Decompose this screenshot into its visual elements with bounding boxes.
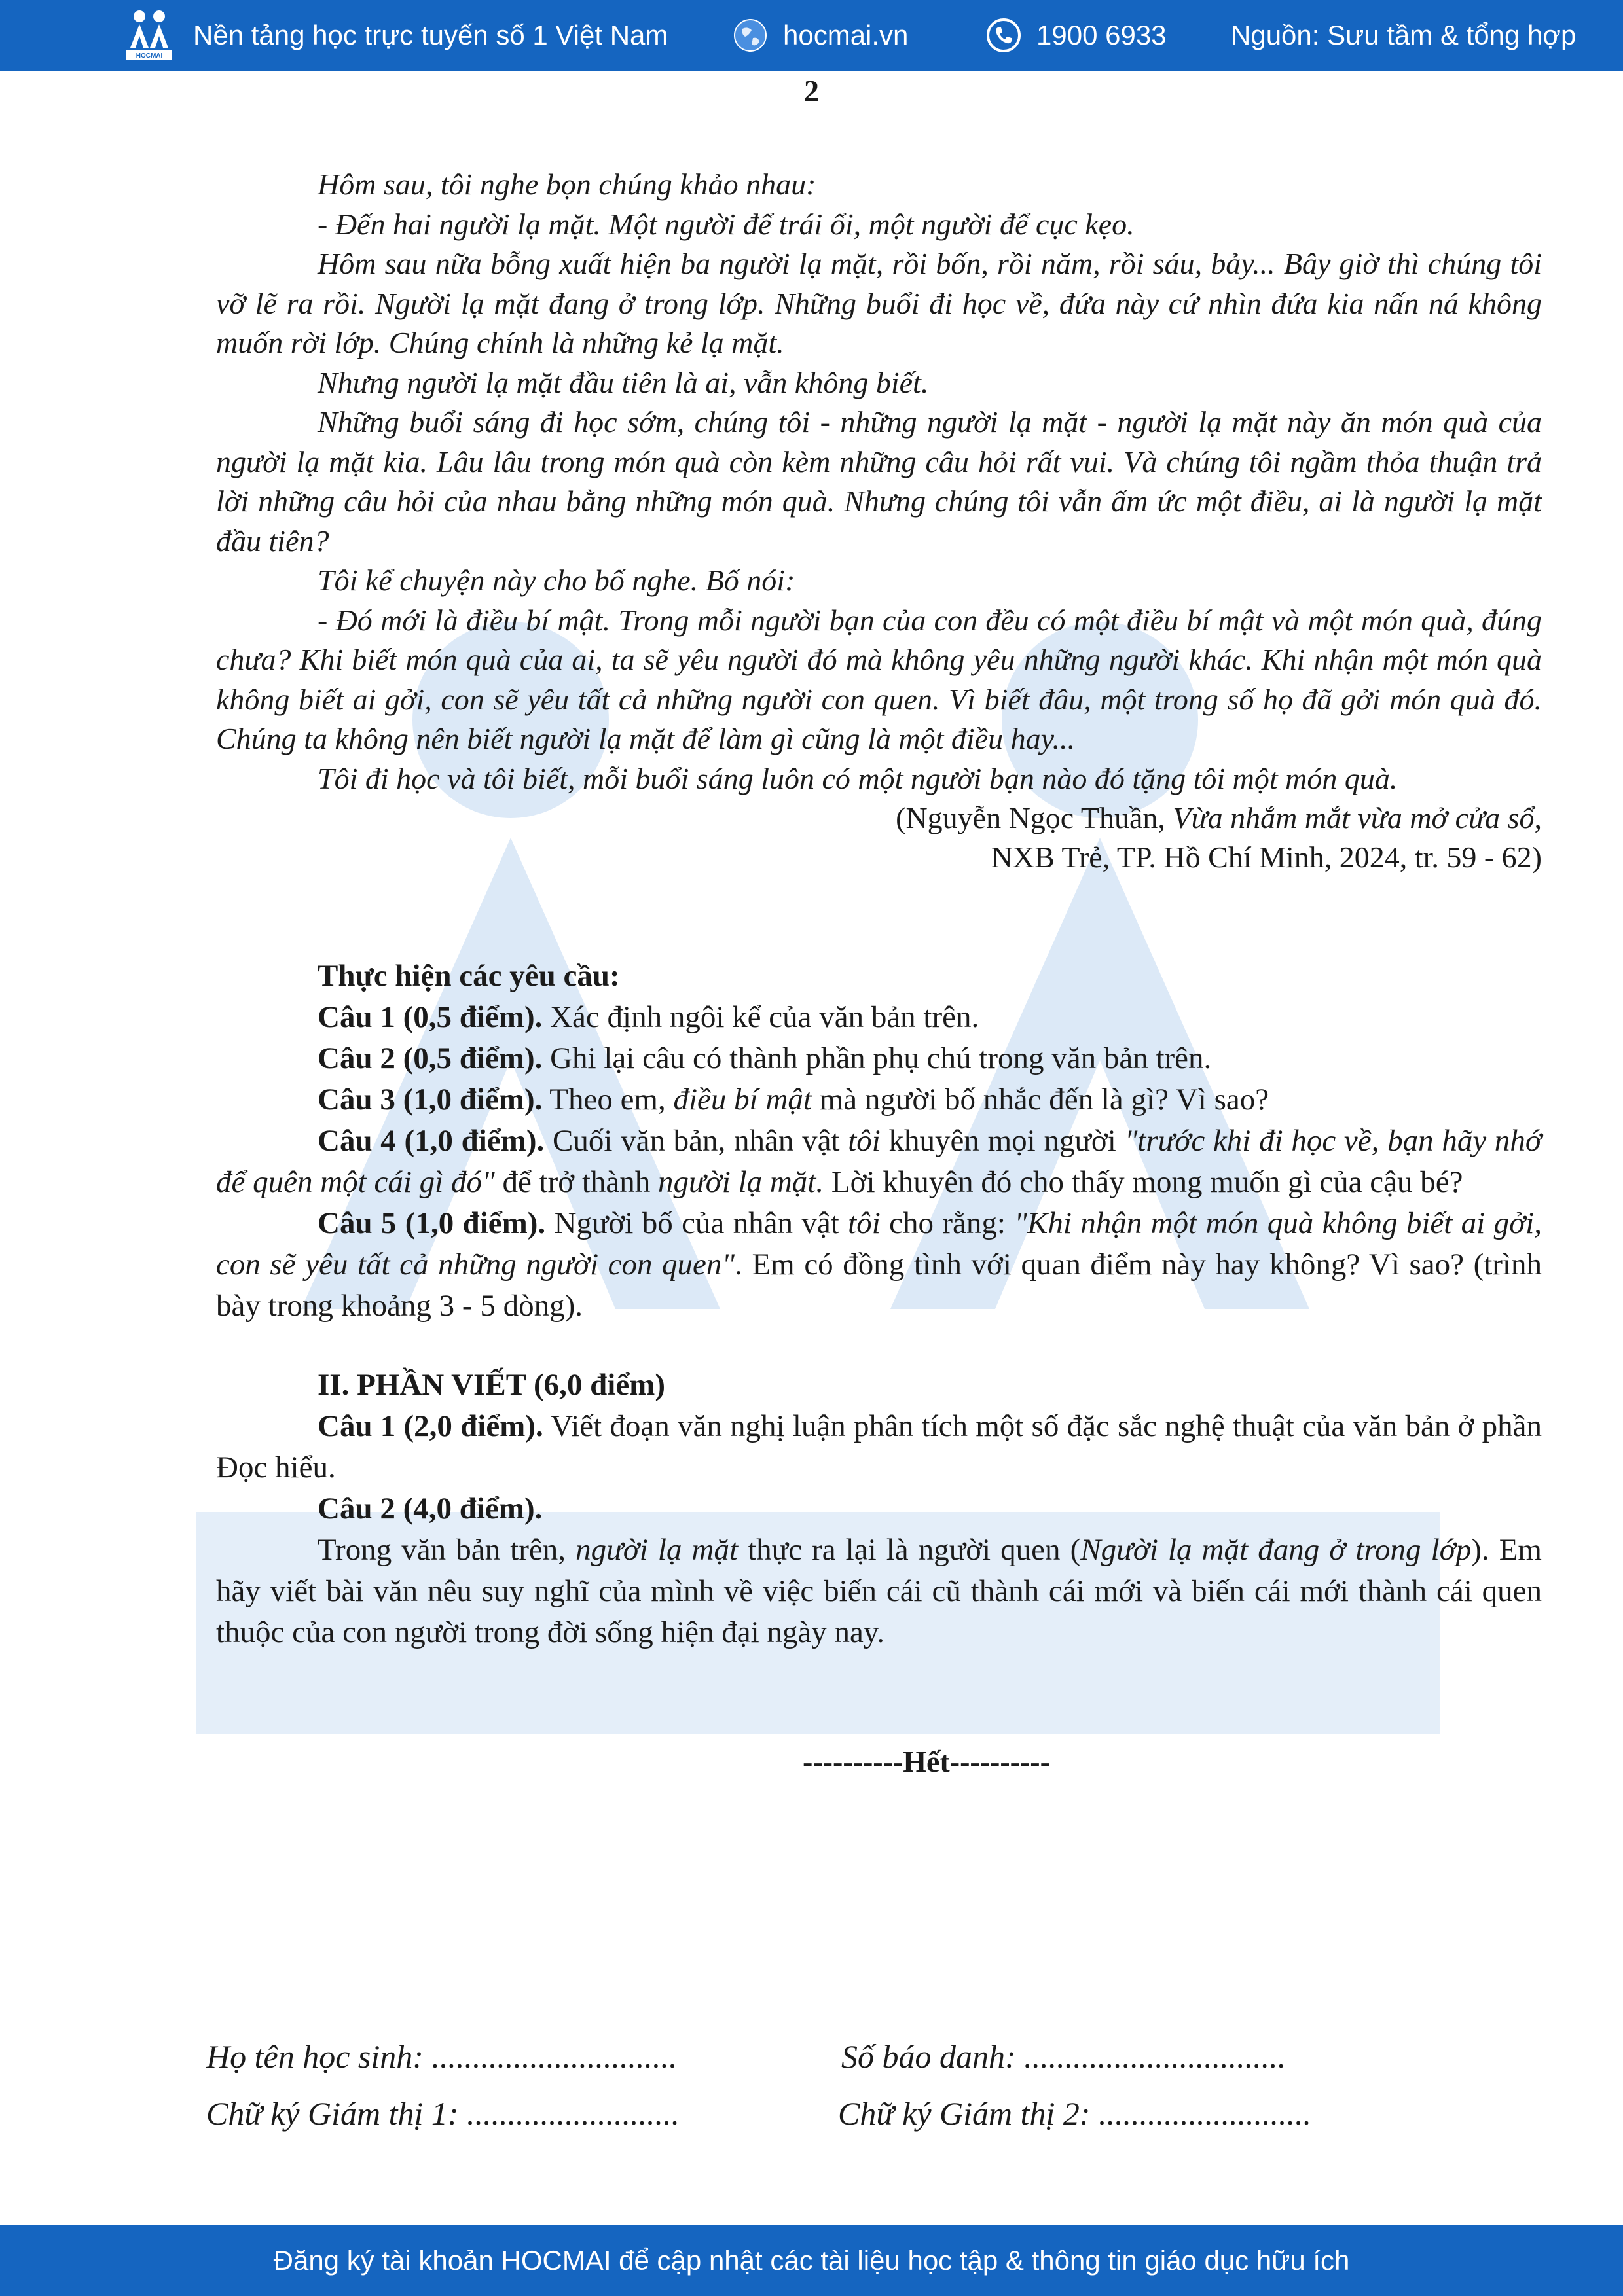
candidate-number-field: Số báo danh: ................................ — [841, 2038, 1286, 2075]
invigilator-1-field: Chữ ký Giám thị 1: .......................... — [206, 2095, 680, 2132]
story-paragraph: Tôi kể chuyện này cho bố nghe. Bố nói: — [318, 564, 795, 597]
hocmai-logo — [121, 7, 177, 63]
invigilator-2-field: Chữ ký Giám thị 2: .......................... — [838, 2095, 1312, 2132]
student-name-field: Họ tên học sinh: .............................. — [206, 2038, 678, 2075]
story-paragraph: - Đó mới là điều bí mật. Trong mỗi người bạn của con đều có một điều bí mật và một món quà, đúng chưa? Khi biết món quà của ai, ta sẽ yêu người đó mà không yêu những người khác. Khi nhận một món quà không biết ai gởi, con sẽ yêu tất cả những người con quen. Vì biết đâu, một trong số họ đã gởi món quà đó. Chúng ta không nên biết người lạ mặt để làm gì cũng là một điều hay... — [216, 603, 1542, 755]
signature-row-2 — [206, 2094, 1311, 2132]
header-bar — [0, 0, 1623, 71]
story-paragraph: Tôi đi học và tôi biết, mỗi buổi sáng luôn có một người bạn nào đó tặng tôi một món quà. — [318, 761, 1398, 795]
story-paragraph: Hôm sau, tôi nghe bọn chúng khảo nhau: — [318, 168, 816, 201]
header-slogan-group — [121, 0, 668, 71]
globe-icon — [732, 17, 769, 54]
phone-link[interactable] — [985, 0, 1167, 71]
reading-question-2: Câu 2 (0,5 điểm). Ghi lại câu có thành phần phụ chú trong văn bản trên. — [318, 1041, 1212, 1075]
story-paragraph: Những buổi sáng đi học sớm, chúng tôi - những người lạ mặt - người lạ mặt này ăn món quà của người lạ mặt kia. Lâu lâu trong món quà còn kèm những câu hỏi rất vui. Và chúng tôi ngầm thỏa thuận trả lời những câu hỏi của nhau bằng những món quà. Nhưng chúng tôi vẫn ấm ức một điều, ai là người lạ mặt đầu tiên? — [216, 405, 1542, 558]
writing-question-1: Câu 1 (2,0 điểm). Viết đoạn văn nghị luận phân tích một số đặc sắc nghệ thuật của văn bản ở phần Đọc hiểu. — [216, 1409, 1542, 1484]
reading-heading: Thực hiện các yêu cầu: — [318, 959, 620, 993]
svg-text:HOCMAI: HOCMAI — [136, 52, 163, 60]
citation-publisher: NXB Trẻ, TP. Hồ Chí Minh, 2024, tr. 59 - 62) — [991, 840, 1542, 874]
writing-question-2-label: Câu 2 (4,0 điểm). — [318, 1492, 543, 1526]
writing-heading: II. PHẦN VIẾT (6,0 điểm) — [318, 1368, 665, 1402]
header-source: Nguồn: Sưu tầm & tổng hợp — [1231, 20, 1577, 50]
citation-comma: , — [1534, 801, 1542, 834]
footer-text: Đăng ký tài khoản HOCMAI để cập nhật các tài liệu học tập & thông tin giáo dục hữu ích — [273, 2245, 1350, 2276]
questions-section — [216, 956, 1542, 1653]
reading-question-3: Câu 3 (1,0 điểm). Theo em, điều bí mật mà người bố nhắc đến là gì? Vì sao? — [318, 1083, 1269, 1117]
reading-question-4: Câu 4 (1,0 điểm). Cuối văn bản, nhân vật tôi khuyên mọi người "trước khi đi học về, bạn hãy nhớ để quên một cái gì đó" để trở thành người lạ mặt. Lời khuyên đó cho thấy mong muốn gì của cậu bé? — [216, 1124, 1542, 1199]
phone-icon — [985, 17, 1022, 54]
reading-question-1: Câu 1 (0,5 điểm). Xác định ngôi kể của văn bản trên. — [318, 1000, 979, 1034]
end-mark: ----------Hết---------- — [803, 1745, 1050, 1778]
page-number: 2 — [804, 74, 819, 107]
citation-book: Vừa nhắm mắt vừa mở cửa sổ — [1173, 801, 1535, 834]
phone-number: 1900 6933 — [1036, 20, 1167, 50]
citation-author: (Nguyễn Ngọc Thuần, — [896, 801, 1173, 834]
website-link[interactable] — [732, 0, 908, 71]
story-paragraph: Hôm sau nữa bỗng xuất hiện ba người lạ mặt, rồi bốn, rồi năm, rồi sáu, bảy... Bây giờ thì chúng tôi vỡ lẽ ra rồi. Người lạ mặt đang ở trong lớp. Những buổi đi học về, đứa này cứ nhìn đứa kia nấn ná không muốn rời lớp. Chúng chính là những kẻ lạ mặt. — [216, 247, 1542, 359]
footer-banner[interactable] — [0, 2225, 1623, 2296]
website-text: hocmai.vn — [783, 20, 909, 50]
reading-question-5: Câu 5 (1,0 điểm). Người bố của nhân vật tôi cho rằng: "Khi nhận một món quà không biết ai gởi, con sẽ yêu tất cả những người con quen". Em có đồng tình với quan điểm này hay không? Vì sao? (trình bày trong khoảng 3 - 5 dòng). — [216, 1206, 1542, 1323]
source-citation — [216, 798, 1542, 877]
writing-question-2: Trong văn bản trên, người lạ mặt thực ra lại là người quen (Người lạ mặt đang ở trong lớp). Em hãy viết bài văn nêu suy nghĩ của mình về việc biến cái cũ thành cái mới và biến cái mới thành cái quen thuộc của con người trong đời sống hiện đại ngày nay. — [216, 1533, 1542, 1649]
story-paragraph: Nhưng người lạ mặt đầu tiên là ai, vẫn không biết. — [318, 365, 929, 399]
signature-row-1 — [206, 2037, 1286, 2075]
story-paragraph: - Đến hai người lạ mặt. Một người để trái ổi, một người để cục kẹo. — [318, 207, 1135, 241]
story-excerpt — [216, 165, 1542, 877]
header-slogan: Nền tảng học trực tuyến số 1 Việt Nam — [193, 20, 668, 50]
